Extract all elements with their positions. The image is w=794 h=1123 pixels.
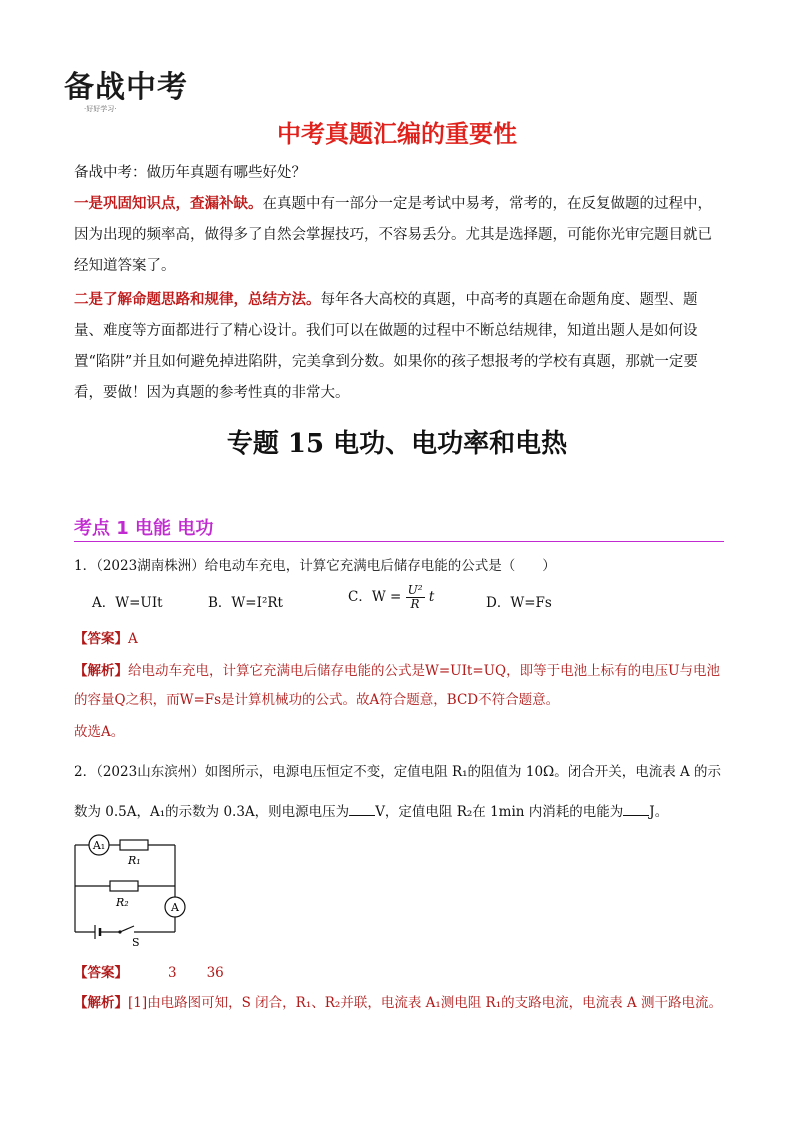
ammeter-a1-label: A₁ xyxy=(92,839,106,852)
q2-stem-part-b: V，定值电阻 R₂在 1min 内消耗的电能为 xyxy=(375,804,624,820)
q2-answer-label: 【答案】 xyxy=(74,965,128,981)
q2-blank-1 xyxy=(349,803,375,816)
q2-analysis xyxy=(74,991,734,1011)
q2-stem-line1: 2．（2023山东滨州）如图所示，电源电压恒定不变，定值电阻 R₁的阻值为 10Ω。闭合开关，电流表 A 的示 xyxy=(74,764,722,780)
q1-option-c-prefix: C．W = xyxy=(348,589,402,605)
switch-pivot xyxy=(118,930,121,933)
q2-answer-2: 36 xyxy=(206,965,224,981)
ammeter-a-label: A xyxy=(171,901,179,914)
intro-question: 备战中考：做历年真题有哪些好处？ xyxy=(74,165,306,181)
q1-answer-label: 【答案】 xyxy=(74,631,128,647)
q1-option-c-denominator: R xyxy=(410,597,420,611)
logo-subtitle: ·好好学习· xyxy=(84,105,117,113)
q1-answer xyxy=(74,627,138,647)
intro-p1-heading: 一是巩固知识点，查漏补缺。 xyxy=(74,195,263,212)
q1-option-c xyxy=(348,584,434,611)
intro-paragraph-2 xyxy=(74,284,724,409)
page-title: 中考真题汇编的重要性 xyxy=(277,120,517,148)
q1-option-d: D．W=Fs xyxy=(486,595,552,611)
q1-answer-value: A xyxy=(128,631,138,647)
q2-analysis-label: 【解析】 xyxy=(74,995,128,1011)
switch-label: S xyxy=(132,936,140,948)
q2-answer xyxy=(74,961,224,981)
q1-analysis xyxy=(74,657,724,715)
q2-stem-line2 xyxy=(74,800,668,820)
intro-p2-heading: 二是了解命题思路和规律，总结方法。 xyxy=(74,291,321,308)
q2-stem-part-c: J。 xyxy=(649,804,669,820)
q1-option-c-fraction xyxy=(406,584,425,611)
logo: 备战中考 xyxy=(64,70,188,105)
section-title: 考点 1 电能 电功 xyxy=(74,518,214,539)
q2-stem-part-a: 数为 0.5A，A₁的示数为 0.3A，则电源电压为 xyxy=(74,804,350,820)
q2-blank-2 xyxy=(623,803,649,816)
section-divider xyxy=(74,541,724,542)
q1-option-c-suffix: t xyxy=(428,589,435,605)
intro-p1-text: 在真题中有一部分一定是考试中易考，常考的，在反复做题的过程中，因为出现的频率高，做得多了自然会掌握技巧，不容易丢分。尤其是选择题，可能你光审完题目就已经知道答案了。 xyxy=(74,196,712,274)
intro-paragraph-1 xyxy=(74,188,724,282)
q1-stem: 1．（2023湖南株洲）给电动车充电，计算它充满电后储存电能的公式是（ ） xyxy=(74,558,556,574)
resistor-r2-label: R₂ xyxy=(116,896,129,909)
q2-analysis-text: [1]由电路图可知，S 闭合，R₁、R₂并联，电流表 A₁测电阻 R₁的支路电流，电流表 A 测干路电流。 xyxy=(128,995,722,1011)
q1-option-c-numerator: U² xyxy=(407,583,423,597)
q1-analysis-text: 给电动车充电，计算它充满电后储存电能的公式是W=UIt=UQ，即等于电池上标有的电压U与电池的容量Q之积，而W=Fs是计算机械功的公式。故A符合题意，BCD不符合题意。 xyxy=(74,663,720,708)
q1-option-b: B．W=I²Rt xyxy=(208,595,283,611)
q1-conclusion: 故选A。 xyxy=(74,724,125,740)
resistor-r1-label: R₁ xyxy=(128,854,141,867)
q1-option-a: A．W=UIt xyxy=(92,595,163,611)
q2-answer-1: 3 xyxy=(168,965,177,981)
topic-title: 专题 15 电功、电功率和电热 xyxy=(226,429,568,459)
circuit-diagram xyxy=(70,832,190,948)
q1-analysis-label: 【解析】 xyxy=(74,663,128,679)
intro-p2-text: 每年各大高校的真题，中高考的真题在命题角度、题型、题量、难度等方面都进行了精心设计。我们可以在做题的过程中不断总结规律，知道出题人是如何设置“陷阱”并且如何避免掉进陷阱，完美拿到分数。如果你的孩子想报考的学校有真题，那就一定要看，要做！因为真题的参考性真的非常大。 xyxy=(74,292,698,401)
